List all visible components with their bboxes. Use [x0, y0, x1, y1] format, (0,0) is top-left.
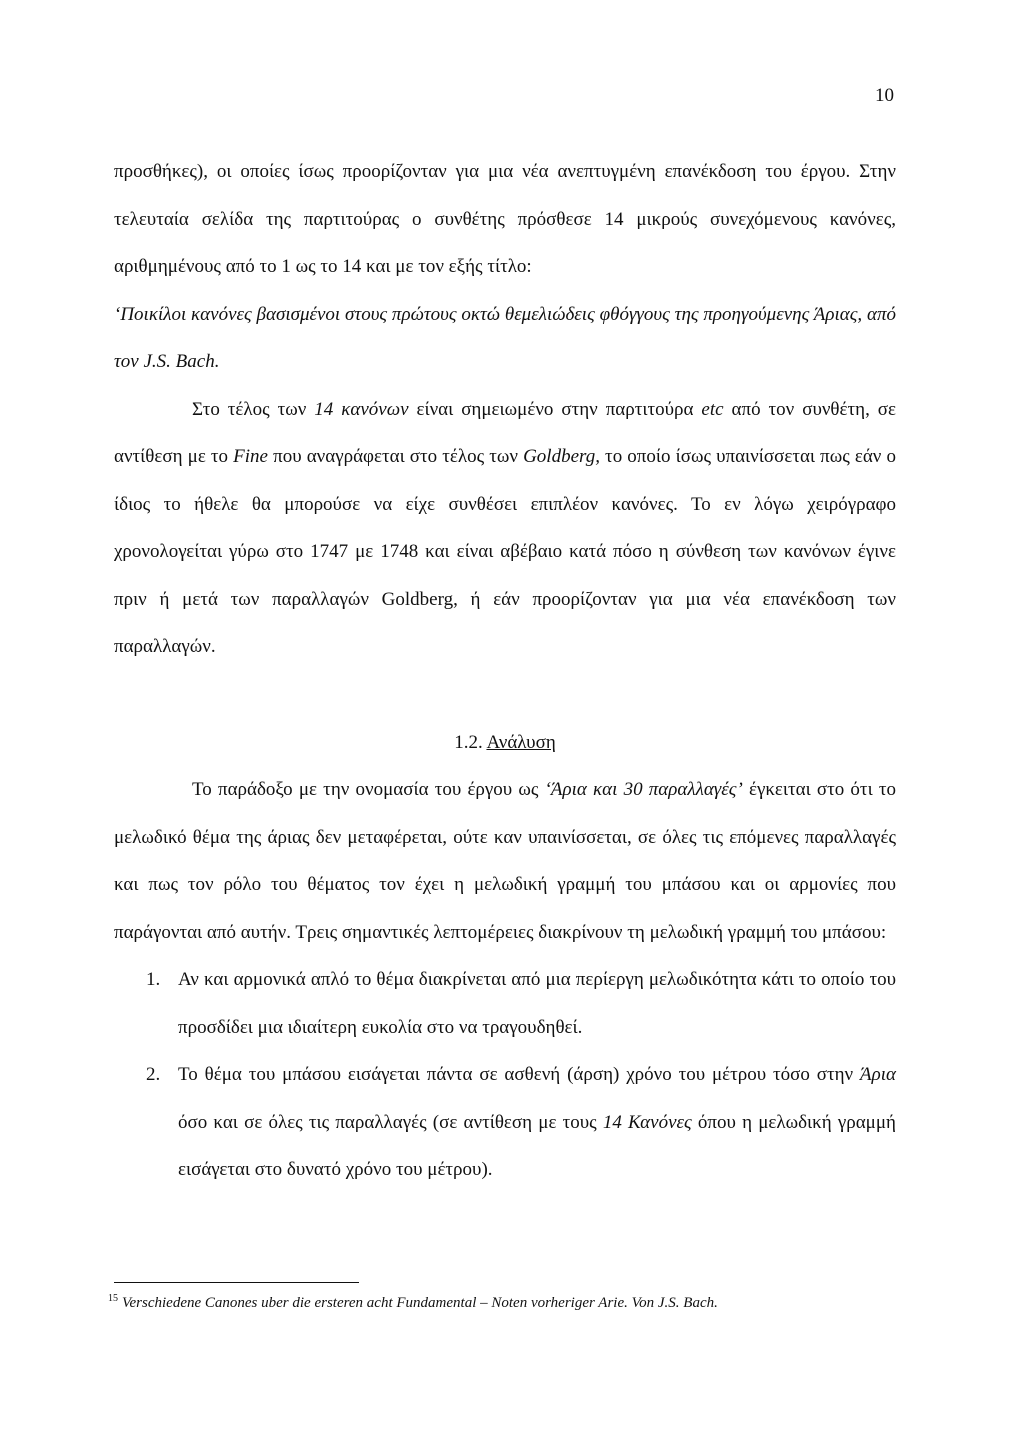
paragraph-3: [114, 766, 896, 956]
footnote-text: Verschiedene Canones uber die ersteren acht Fundamental – Noten vorheriger Arie. Von J.S. Bach.: [122, 1295, 718, 1311]
paragraph-1-text: προσθήκες), οι οποίες ίσως προορίζονταν για μια νέα ανεπτυγμένη επανέκδοση του έργου. Στην τελευταία σελίδα της παρτιτούρας ο συνθέτης πρόσθεσε 14 μικρούς συνεχόμενους κανόνες, αριθμημένους από το 1 ως το 14 και με τον εξής τίτλο:: [114, 161, 896, 277]
paragraph-2-italic-3: Fine: [233, 446, 268, 467]
list-item-italic-2: 14 Κανόνες: [602, 1111, 692, 1133]
footnote-marker: 15: [108, 1293, 118, 1304]
list-item-text-3: όπου η μελωδική γραμμή εισάγεται στο δυνατό χρόνο του μέτρου).: [178, 1111, 896, 1180]
canon-title-italic: ‘Ποικίλοι κανόνες βασισμένοι στους πρώτους οκτώ θεμελιώδεις φθόγγους της προηγούμενης Άριας, από τον J.S. Bach.: [114, 303, 896, 372]
paragraph-3-italic-1: ‘Άρια και 30 παραλλαγές’: [544, 779, 743, 800]
paragraph-2-text-2: είναι σημειωμένο στην παρτιτούρα: [408, 398, 702, 420]
paragraph-2-text-4: που αναγράφεται στο τέλος των: [268, 446, 524, 467]
paragraph-2-italic-1: 14 κανόνων: [314, 398, 409, 420]
paragraph-3-text-2: έγκειται στο ότι το μελωδικό θέμα της άριας δεν μεταφέρεται, ούτε καν υπαινίσσεται, σε όλες τις επόμενες παραλλαγές και πως τον ρόλο του θέματος τον έχει η μελωδική γραμμή του μπάσου και οι αρμονίες που παράγονται από αυτήν. Τρεις σημαντικές λεπτομέρειες διακρίνουν τη μελωδική γραμμή του μπάσου:: [114, 779, 896, 943]
list-item-text-2: όσο και σε όλες τις παραλλαγές (σε αντίθεση με τους: [178, 1111, 603, 1133]
paragraph-2-italic-4: Goldberg,: [523, 446, 600, 467]
list-item: [114, 1051, 896, 1194]
section-heading: [114, 719, 896, 767]
paragraph-2-text-3: από τον συνθέτη, σε αντίθεση με το: [114, 398, 897, 467]
list-item-number: 2.: [146, 1064, 161, 1085]
list-item-text-1: Το θέμα του μπάσου εισάγεται πάντα σε ασθενή (άρση) χρόνο του μέτρου τόσο στην: [178, 1064, 861, 1085]
section-title: Ανάλυση: [486, 731, 556, 753]
footnote-divider: [114, 1282, 359, 1283]
list-item-number: 1.: [146, 969, 161, 990]
bass-details-list: [114, 956, 896, 1194]
document-body: [114, 148, 896, 1194]
paragraph-1: [114, 148, 896, 386]
list-item: [114, 956, 896, 1051]
list-item-italic-1: Άρια: [860, 1064, 896, 1085]
paragraph-2-text-5: το οποίο ίσως υπαινίσσεται πως εάν ο ίδιος το ήθελε θα μπορούσε να είχε συνθέσει επιπλέον κανόνες. Το εν λόγω χειρόγραφο χρονολογείται γύρω στο 1747 με 1748 και είναι αβέβαιο κατά πόσο η σύνθεση των κανόνων έγινε πριν ή μετά των παραλλαγών Goldberg, ή εάν προορίζονταν για μια νέα επανέκδοση των παραλλαγών.: [114, 446, 896, 657]
footnote: [108, 1290, 908, 1312]
paragraph-2: [114, 386, 896, 671]
paragraph-2-text-1: Στο τέλος των: [192, 398, 315, 420]
paragraph-2-italic-2: etc: [701, 398, 724, 420]
page-number: 10: [875, 85, 894, 106]
paragraph-3-text-1: Το παράδοξο με την ονομασία του έργου ως: [192, 779, 545, 800]
section-number: 1.2.: [454, 731, 487, 753]
list-item-text: Αν και αρμονικά απλό το θέμα διακρίνεται από μια περίεργη μελωδικότητα κάτι το οποίο του προσδίδει μια ιδιαίτερη ευκολία στο να τραγουδηθεί.: [178, 969, 896, 1038]
